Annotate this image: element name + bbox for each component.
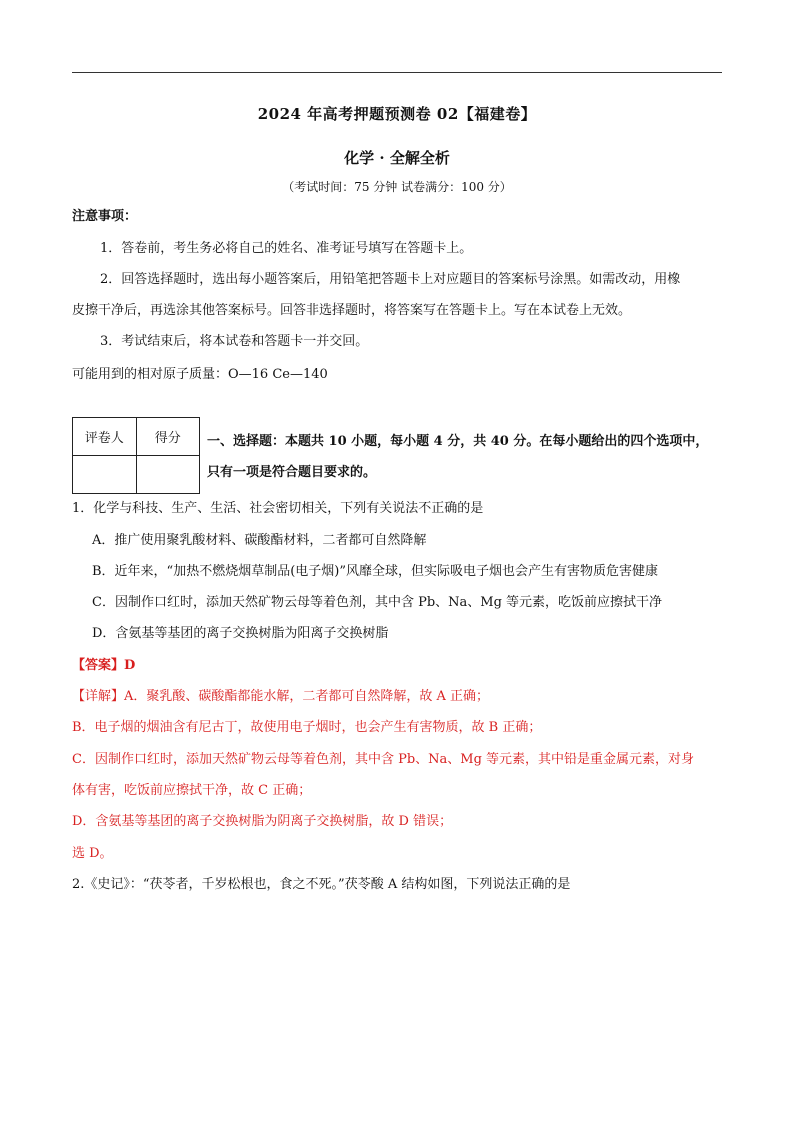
question-2-stem: 2.《史记》：“茯苓者，千岁松根也，食之不死。”茯苓酸 A 结构如图，下列说法正确的是 (72, 877, 571, 892)
question-1-explanation-5: D．含氨基等基团的离子交换树脂为阴离子交换树脂，故 D 错误； (72, 814, 453, 829)
question-1-explanation-4: 体有害，吃饭前应擦拭干净，故 C 正确； (72, 783, 312, 798)
question-1-option-b: B．近年来，“加热不燃烧烟草制品(电子烟)”风靡全球，但实际吸电子烟也会产生有害物质危害健康 (92, 564, 658, 579)
notice-item-3: 3．考试结束后，将本试卷和答题卡一并交回。 (100, 334, 369, 349)
question-1-explanation-1: 【详解】A．聚乳酸、碳酸酯都能水解，二者都可自然降解，故 A 正确； (72, 689, 490, 704)
score-cell (136, 456, 200, 494)
question-1-option-a: A．推广使用聚乳酸材料、碳酸酯材料，二者都可自然降解 (92, 533, 427, 548)
notice-heading: 注意事项： (72, 209, 138, 224)
question-1-explanation-2: B．电子烟的烟油含有尼古丁，故使用电子烟时，也会产生有害物质，故 B 正确； (72, 720, 542, 735)
section-heading-line-1: 一、选择题：本题共 10 小题，每小题 4 分，共 40 分。在每小题给出的四个选项中， (207, 434, 709, 449)
question-1-option-c: C．因制作口红时，添加天然矿物云母等着色剂，其中含 Pb、Na、Mg 等元素，吃饭前应擦拭干净 (92, 595, 663, 610)
question-1-explanation-6: 选 D。 (72, 846, 113, 861)
reviewer-header: 评卷人 (73, 418, 137, 456)
question-1-answer: 【答案】D (72, 658, 136, 673)
header-rule (72, 72, 722, 73)
notice-item-2: 2．回答选择题时，选出每小题答案后，用铅笔把答题卡上对应题目的答案标号涂黑。如需改动，用橡 (100, 272, 681, 287)
exam-subtitle: 化学 · 全解全析 (344, 149, 450, 167)
notice-item-1: 1．答卷前，考生务必将自己的姓名、准考证号填写在答题卡上。 (100, 241, 473, 256)
question-1-option-d: D．含氨基等基团的离子交换树脂为阳离子交换树脂 (92, 626, 389, 641)
section-heading-line-2: 只有一项是符合题目要求的。 (207, 465, 377, 480)
question-1-stem: 1．化学与科技、生产、生活、社会密切相关，下列有关说法不正确的是 (72, 501, 484, 516)
score-table (72, 417, 200, 494)
exam-title: 2024 年高考押题预测卷 02【福建卷】 (257, 105, 537, 123)
score-header: 得分 (136, 418, 200, 456)
reviewer-cell (73, 456, 137, 494)
exam-info: （考试时间：75 分钟 试卷满分：100 分） (282, 180, 512, 194)
question-1-explanation-3: C．因制作口红时，添加天然矿物云母等着色剂，其中含 Pb、Na、Mg 等元素，其中铅是重金属元素，对身 (72, 752, 695, 767)
notice-item-2-cont: 皮擦干净后，再选涂其他答案标号。回答非选择题时，将答案写在答题卡上。写在本试卷上无效。 (72, 303, 632, 318)
atomic-mass-note: 可能用到的相对原子质量：O—16 Ce—140 (72, 367, 328, 382)
